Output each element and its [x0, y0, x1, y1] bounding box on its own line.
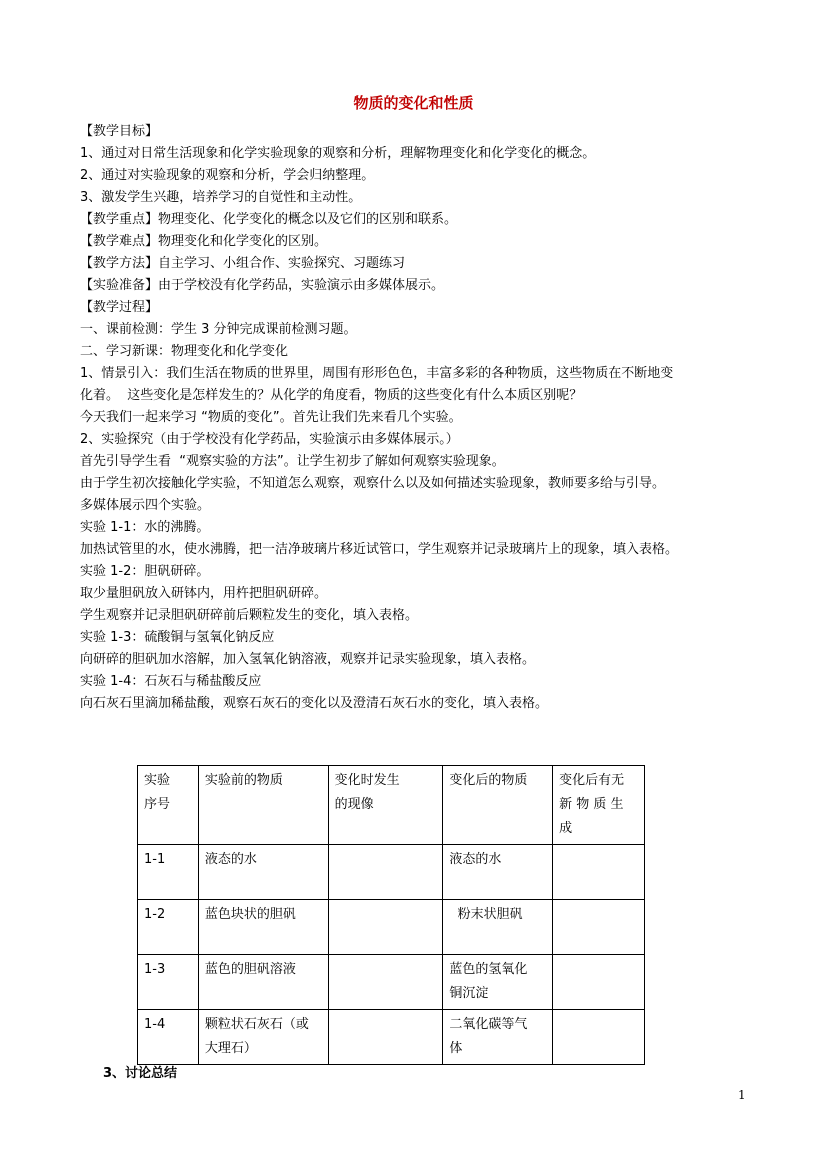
table-cell: [553, 1010, 645, 1065]
table-cell: 蓝色的胆矾溶液: [198, 955, 328, 1010]
page-number: 1: [738, 1088, 746, 1102]
table-row: [138, 955, 645, 1010]
table-header-cell: 实验 序号: [138, 766, 199, 845]
table-header-cell: 变化时发生 的现像: [328, 766, 443, 845]
text-line: 【教学方法】自主学习、小组合作、实验探究、习题练习: [80, 256, 406, 271]
text-line: 实验 1-3：硫酸铜与氢氧化钠反应: [80, 630, 275, 645]
text-line: 2、实验探究（由于学校没有化学药品，实验演示由多媒体展示。）: [80, 432, 459, 447]
table-cell: 1-1: [138, 845, 199, 900]
text-line: 【实验准备】由于学校没有化学药品，实验演示由多媒体展示。: [80, 278, 445, 293]
text-line: 学生观察并记录胆矾研碎前后颗粒发生的变化，填入表格。: [80, 608, 419, 623]
text-line: 加热试管里的水，使水沸腾，把一洁净玻璃片移近试管口，学生观察并记录玻璃片上的现象，填入表格。: [80, 542, 679, 557]
table-cell: 1-2: [138, 900, 199, 955]
table-cell: 粉末状胆矾: [443, 900, 553, 955]
table-row: [138, 900, 645, 955]
table-cell: 二氧化碳等气 体: [443, 1010, 553, 1065]
text-line: 2、通过对实验现象的观察和分析，学会归纳整理。: [80, 168, 375, 183]
text-line: 【教学过程】: [80, 300, 159, 315]
text-line: 首先引导学生看 “观察实验的方法”。让学生初步了解如何观察实验现象。: [80, 454, 505, 469]
text-line: 【教学重点】物理变化、化学变化的概念以及它们的区别和联系。: [80, 212, 458, 227]
text-line: 实验 1-1：水的沸腾。: [80, 520, 210, 535]
text-line: 由于学生初次接触化学实验，不知道怎么观察，观察什么以及如何描述实验现象，教师要多给与引导。: [80, 476, 666, 491]
table-header-cell: 变化后有无 新 物 质 生 成: [553, 766, 645, 845]
text-line: 向研碎的胆矾加水溶解，加入氢氧化钠溶液，观察并记录实验现象，填入表格。: [80, 652, 536, 667]
text-line: 多媒体展示四个实验。: [80, 498, 211, 513]
table-cell: 液态的水: [443, 845, 553, 900]
text-line: 二、学习新课：物理变化和化学变化: [80, 344, 289, 359]
text-line: 实验 1-2：胆矾研碎。: [80, 564, 210, 579]
document-body: [80, 121, 752, 715]
text-line: 取少量胆矾放入研钵内，用杵把胆矾研碎。: [80, 586, 328, 601]
table-cell: 颗粒状石灰石（或 大理石）: [198, 1010, 328, 1065]
text-line: 1、通过对日常生活现象和化学实验现象的观察和分析，理解物理变化和化学变化的概念。: [80, 146, 596, 161]
page-title: 物质的变化和性质: [353, 94, 474, 112]
table-cell: [328, 845, 443, 900]
table-cell: [328, 900, 443, 955]
table-cell: [553, 955, 645, 1010]
text-line: 实验 1-4：石灰石与稀盐酸反应: [80, 674, 262, 689]
experiment-table: [137, 765, 645, 1065]
table-cell: 1-4: [138, 1010, 199, 1065]
table-header-cell: 实验前的物质: [198, 766, 328, 845]
table-header-cell: 变化后的物质: [443, 766, 553, 845]
text-line: 今天我们一起来学习 “物质的变化”。首先让我们先来看几个实验。: [80, 410, 462, 425]
table-cell: 蓝色的氢氧化 铜沉淀: [443, 955, 553, 1010]
section-heading: 3、讨论总结: [103, 1066, 178, 1081]
text-line: 化着。 这些变化是怎样发生的？从化学的角度看，物质的这些变化有什么本质区别呢？: [80, 388, 583, 403]
table-cell: [553, 845, 645, 900]
text-line: 3、激发学生兴趣，培养学习的自觉性和主动性。: [80, 190, 362, 205]
table-row: [138, 845, 645, 900]
table-header-row: [138, 766, 645, 845]
text-line: 【教学目标】: [80, 124, 159, 139]
table-row: [138, 1010, 645, 1065]
text-line: 一、课前检测：学生 3 分钟完成课前检测习题。: [80, 322, 357, 337]
text-line: 【教学难点】物理变化和化学变化的区别。: [80, 234, 328, 249]
text-line: 向石灰石里滴加稀盐酸，观察石灰石的变化以及澄清石灰石水的变化，填入表格。: [80, 696, 549, 711]
table-cell: [328, 1010, 443, 1065]
table-cell: [553, 900, 645, 955]
text-line: 1、情景引入：我们生活在物质的世界里，周围有形形色色，丰富多彩的各种物质，这些物质在不断地变: [80, 366, 674, 381]
table-cell: [328, 955, 443, 1010]
table-cell: 液态的水: [198, 845, 328, 900]
table-cell: 1-3: [138, 955, 199, 1010]
table-cell: 蓝色块状的胆矾: [198, 900, 328, 955]
